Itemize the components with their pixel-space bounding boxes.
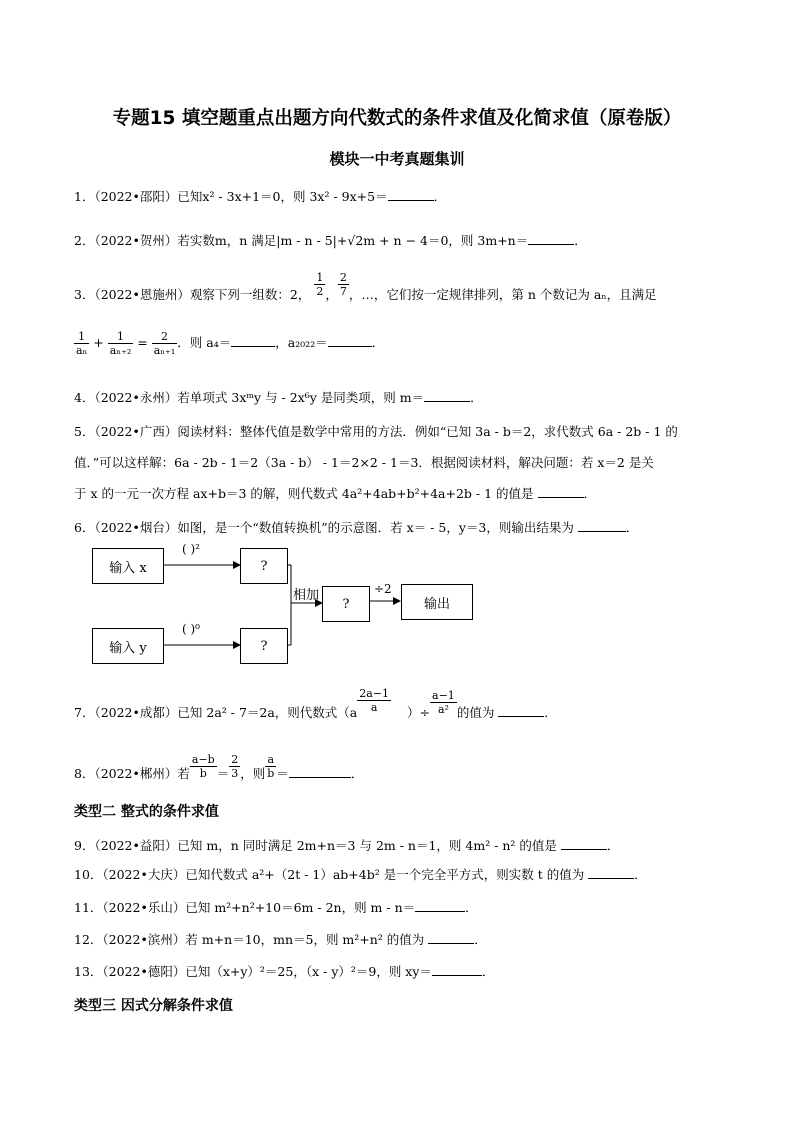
- question-11: 11．（2022•乐山）已知 m²+n²+10＝6m - 2n，则 m - n＝ ．: [74, 900, 478, 915]
- question-5-line3: 于 x 的一元一次方程 ax+b＝3 的解，则代数式 4a²+4ab+b²+4a+2b - 1 的值是 ．: [74, 486, 597, 501]
- sum-box: ?: [322, 586, 370, 622]
- question-7: 7．（2022•成都）已知 2a² - 7＝2a，则代数式（a $\frac{2a-1}{a}$ ）÷ $\frac{a-1}{\text{a²}}$ 的值为 ．: [74, 687, 557, 720]
- input-x-box: 输入 x: [92, 548, 164, 584]
- question-5-line1: 5．（2022•广西）阅读材料：整体代值是数学中常用的方法．例如“已知 3a - b＝2，求代数式 6a - 2b - 1 的: [74, 424, 678, 439]
- add-label: 相加: [293, 588, 320, 603]
- question-12: 12．（2022•滨州）若 m+n＝10，mn＝5，则 m²+n² 的值为 ．: [74, 932, 487, 947]
- module-subtitle: 模块一中考真题集训: [329, 150, 465, 168]
- question-2: 2．（2022•贺州）若实数m，n 满足|m - n - 5|+√2m + n − 4＝0，则 3m+n＝ ．: [74, 233, 587, 248]
- zero-power-operation: ( )⁰: [182, 622, 200, 636]
- result-x-box: ?: [240, 548, 288, 584]
- section-type-3: 类型三 因式分解条件求值: [74, 998, 233, 1014]
- question-5-line2: 值．”可以这样解：6a - 2b - 1＝2（3a - b） - 1＝2×2 - 1＝3．根据阅读材料，解决问题：若 x＝2 是关: [74, 455, 654, 470]
- question-9: 9．（2022•益阳）已知 m，n 同时满足 2m+n＝3 与 2m - n＝1，则 4m² - n² 的值是 ．: [74, 838, 620, 853]
- square-operation: ( )²: [182, 542, 200, 556]
- page-title: 专题15 填空题重点出题方向代数式的条件求值及化简求值（原卷版）: [112, 108, 682, 129]
- divide-label: ÷2: [374, 582, 392, 596]
- question-13: 13．（2022•德阳）已知（x+y）²＝25，（x - y）²＝9，则 xy＝ ．: [74, 964, 495, 979]
- number-converter-diagram: [90, 544, 480, 664]
- result-y-box: ?: [240, 628, 288, 664]
- question-4: 4．（2022•永州）若单项式 3xᵐy 与 - 2x⁶y 是同类项，则 m＝ ．: [74, 390, 483, 405]
- output-box: 输出: [401, 584, 473, 620]
- question-8: 8．（2022•郴州）若 $\frac{a-b}{b}$ ＝ $\frac{2}{3}$ ，则 $\frac{a}{b}$ ＝ ．: [74, 753, 364, 781]
- question-3-line1: 3．（2022•恩施州）观察下列一组数：2， $\frac{1}{2}$ ， $\frac{2}{7}$ ，…，它们按一定规律排列，第 n 个数记为 aₙ，且满足: [74, 271, 657, 302]
- question-6: 6．（2022•烟台）如图，是一个“数值转换机”的示意图．若 x＝ - 5，y＝3，则输出结果为 ．: [74, 520, 639, 535]
- question-1: 1．（2022•邵阳）已知x² - 3x+1＝0，则 3x² - 9x+5＝ ．: [74, 189, 447, 204]
- input-y-box: 输入 y: [92, 628, 164, 664]
- question-3-line2: $\frac{1}{\text{aₙ}}$ + $\frac{1}{\text{aₙ₊₂}}$ = $\frac{2}{\text{aₙ₊₁}}$ ．则 a₄＝ ，a₂₀₂₂＝ ．: [76, 330, 385, 357]
- section-type-2: 类型二 整式的条件求值: [74, 804, 219, 820]
- question-10: 10．（2022•大庆）已知代数式 a²+（2t - 1）ab+4b² 是一个完全平方式，则实数 t 的值为 ．: [74, 867, 647, 882]
